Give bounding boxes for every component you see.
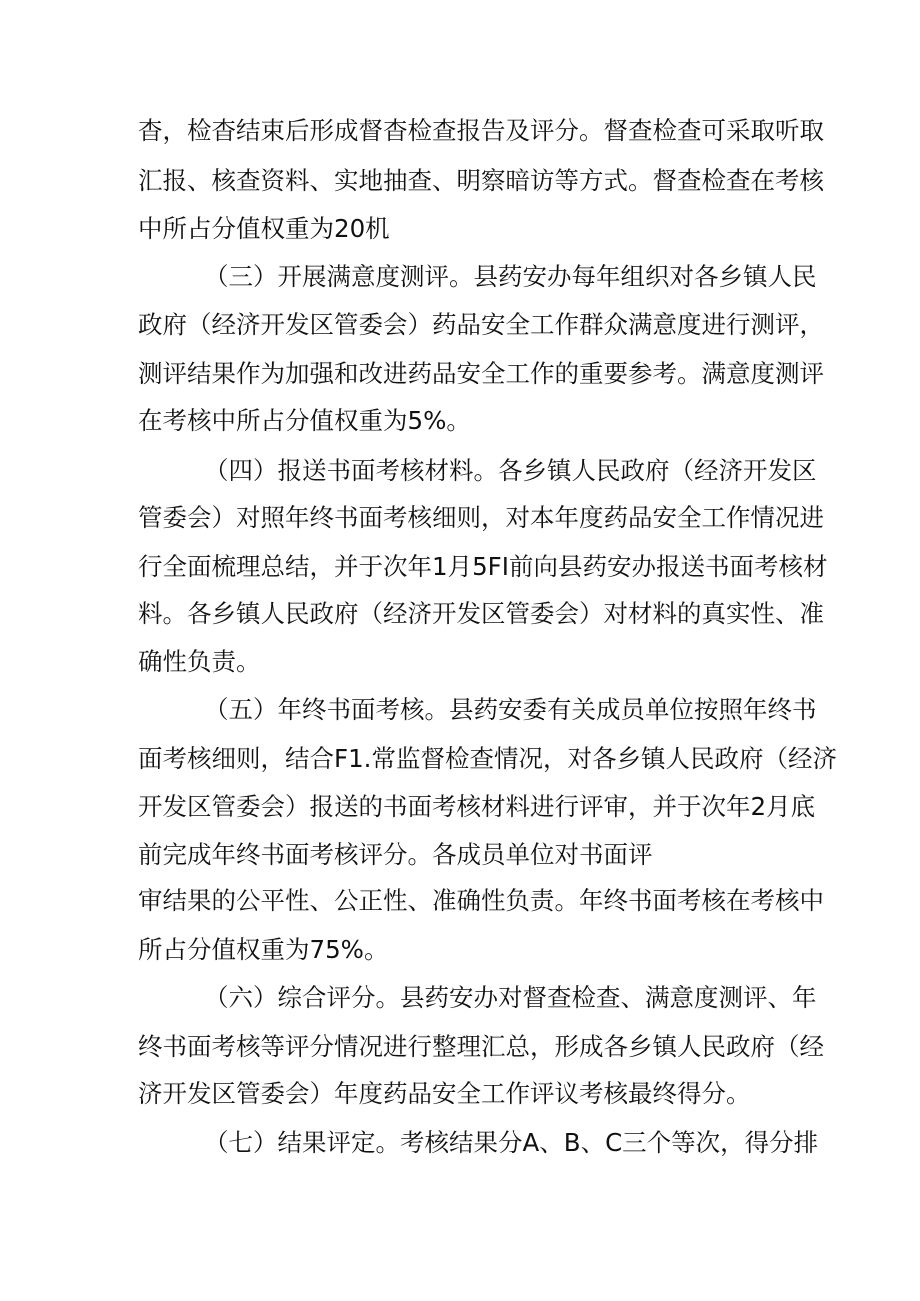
paragraph-heading-line: （四）报送书面考核材料。各乡镇人民政府（经济开发区 (204, 456, 817, 485)
text-line: 杳，检杳结束后形成督杳检查报告及评分。督查检查可采取听取 (138, 116, 824, 145)
text-line: 前完成年终书面考核评分。各成员单位对书面评 (138, 840, 653, 869)
paragraph-heading-line: （五）年终书面考核。县药安委有关成员单位按照年终书 (204, 695, 817, 724)
text-line: 管委会）对照年终书面考核细则，对本年度药品安全工作情况进 (138, 503, 824, 532)
text-line: 济开发区管委会）年度药品安全工作评议考核最终得分。 (138, 1079, 751, 1108)
paragraph-heading-line: （六）综合评分。县药安办对督查检查、满意度测评、年 (204, 983, 817, 1012)
paragraph-heading-line: （七）结果评定。考核结果分A、B、C三个等次，得分排 (204, 1128, 819, 1157)
text-line: 行全面梳理总结，并于次年1月5FI前向县药安办报送书面考核材 (138, 552, 828, 581)
text-line: 审结果的公平性、公正性、准确性负责。年终书面考核在考核中 (138, 886, 824, 915)
text-line: 所占分值权重为75%。 (138, 935, 389, 964)
text-line: 面考核细则，结合F1.常监督检查情况，对各乡镇人民政府（经济 (138, 744, 837, 773)
text-line: 汇报、核查资料、实地抽查、明察暗访等方式。督查检查在考核 (138, 166, 824, 195)
text-line: 测评结果作为加强和改进药品安全工作的重要参考。满意度测评 (138, 359, 824, 388)
text-line: 确性负责。 (138, 647, 261, 676)
text-line: 政府（经济开发区管委会）药品安全工作群众满意度进行测评， (138, 310, 824, 339)
text-line: 中所占分值权重为20机 (138, 214, 390, 243)
text-line: 开发区管委会）报送的书面考核材料进行评审，并于次年2月底 (138, 792, 816, 821)
text-line: 料。各乡镇人民政府（经济开发区管委会）对材料的真实性、准 (138, 599, 824, 628)
paragraph-heading-line: （三）开展满意度测评。县药安办每年组织对各乡镇人民 (204, 262, 817, 291)
text-line: 在考核中所占分值权重为5%。 (138, 406, 471, 435)
text-line: 终书面考核等评分情况进行整理汇总，形成各乡镇人民政府（经 (138, 1032, 824, 1061)
